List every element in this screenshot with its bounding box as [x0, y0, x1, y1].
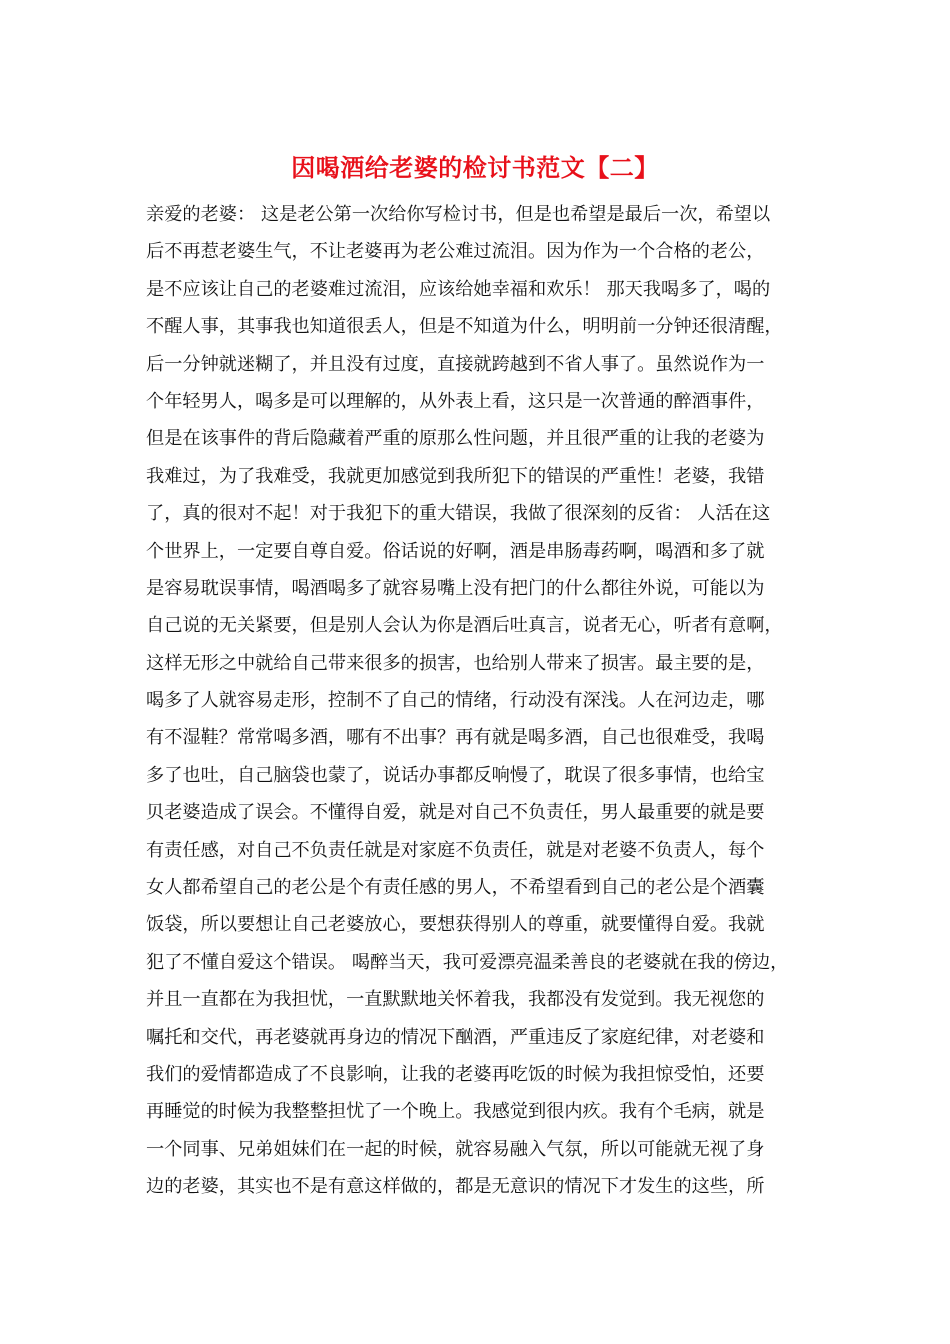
body-text-line: 犯了不懂自爱这个错误。 喝醉当天，我可爱漂亮温柔善良的老婆就在我的傍边，	[146, 951, 789, 973]
body-text-line: 有不湿鞋？常常喝多酒，哪有不出事？再有就是喝多酒，自己也很难受，我喝	[146, 727, 765, 749]
body-text-line: 是容易耽误事情，喝酒喝多了就容易嘴上没有把门的什么都往外说，可能以为	[146, 577, 765, 599]
body-text-line: 边的老婆，其实也不是有意这样做的，都是无意识的情况下才发生的这些，所	[146, 1176, 765, 1198]
body-text-line: 饭袋，所以要想让自己老婆放心，要想获得别人的尊重，就要懂得自爱。我就	[146, 914, 765, 936]
body-text-line: 个世界上，一定要自尊自爱。俗话说的好啊，酒是串肠毒药啊，喝酒和多了就	[146, 540, 765, 562]
body-text-line: 了，真的很对不起！对于我犯下的重大错误，我做了很深刻的反省： 人活在这	[146, 503, 771, 525]
body-text-line: 多了也吐，自己脑袋也蒙了，说话办事都反响慢了，耽误了很多事情，也给宝	[146, 764, 765, 786]
body-text-line: 是不应该让自己的老婆难过流泪，应该给她幸福和欢乐！ 那天我喝多了，喝的	[146, 278, 771, 300]
body-text-line: 喝多了人就容易走形，控制不了自己的情绪，行动没有深浅。人在河边走，哪	[146, 690, 765, 712]
document-title: 因喝酒给老婆的检讨书范文【二】	[291, 153, 659, 182]
body-text-line: 我们的爱情都造成了不良影响，让我的老婆再吃饭的时候为我担惊受怕，还要	[146, 1063, 765, 1085]
body-text-line: 后不再惹老婆生气，不让老婆再为老公难过流泪。因为作为一个合格的老公，	[146, 241, 765, 263]
body-text-line: 并且一直都在为我担忧，一直默默地关怀着我，我都没有发觉到。我无视您的	[146, 989, 765, 1011]
body-text-line: 再睡觉的时候为我整整担忧了一个晚上。我感觉到很内疚。我有个毛病，就是	[146, 1101, 765, 1123]
body-text-line: 贝老婆造成了误会。不懂得自爱，就是对自己不负责任，男人最重要的就是要	[146, 802, 765, 824]
body-text-line: 嘱托和交代，再老婆就再身边的情况下酗酒，严重违反了家庭纪律，对老婆和	[146, 1026, 765, 1048]
body-text-line: 这样无形之中就给自己带来很多的损害，也给别人带来了损害。最主要的是，	[146, 652, 765, 674]
body-text-line: 女人都希望自己的老公是个有责任感的男人，不希望看到自己的老公是个酒囊	[146, 877, 765, 899]
body-text-line: 一个同事、兄弟姐妹们在一起的时候，就容易融入气氛，所以可能就无视了身	[146, 1138, 765, 1160]
body-text-line: 我难过，为了我难受，我就更加感觉到我所犯下的错误的严重性！老婆，我错	[146, 465, 765, 487]
document-body	[146, 196, 836, 1206]
body-text-line: 自己说的无关紧要，但是别人会认为你是酒后吐真言，说者无心，听者有意啊，	[146, 615, 783, 637]
body-text-line: 有责任感，对自己不负责任就是对家庭不负责任，就是对老婆不负责人，每个	[146, 839, 765, 861]
body-text-line: 亲爱的老婆： 这是老公第一次给你写检讨书，但是也希望是最后一次，希望以	[146, 204, 771, 225]
body-text-line: 不醒人事，其事我也知道很丢人，但是不知道为什么，明明前一分钟还很清醒，	[146, 316, 783, 338]
body-text-line: 个年轻男人，喝多是可以理解的，从外表上看，这只是一次普通的醉酒事件，	[146, 390, 765, 412]
body-text-line: 后一分钟就迷糊了，并且没有过度，直接就跨越到不省人事了。虽然说作为一	[146, 353, 765, 375]
body-text-line: 但是在该事件的背后隐藏着严重的原那么性问题，并且很严重的让我的老婆为	[146, 428, 765, 450]
